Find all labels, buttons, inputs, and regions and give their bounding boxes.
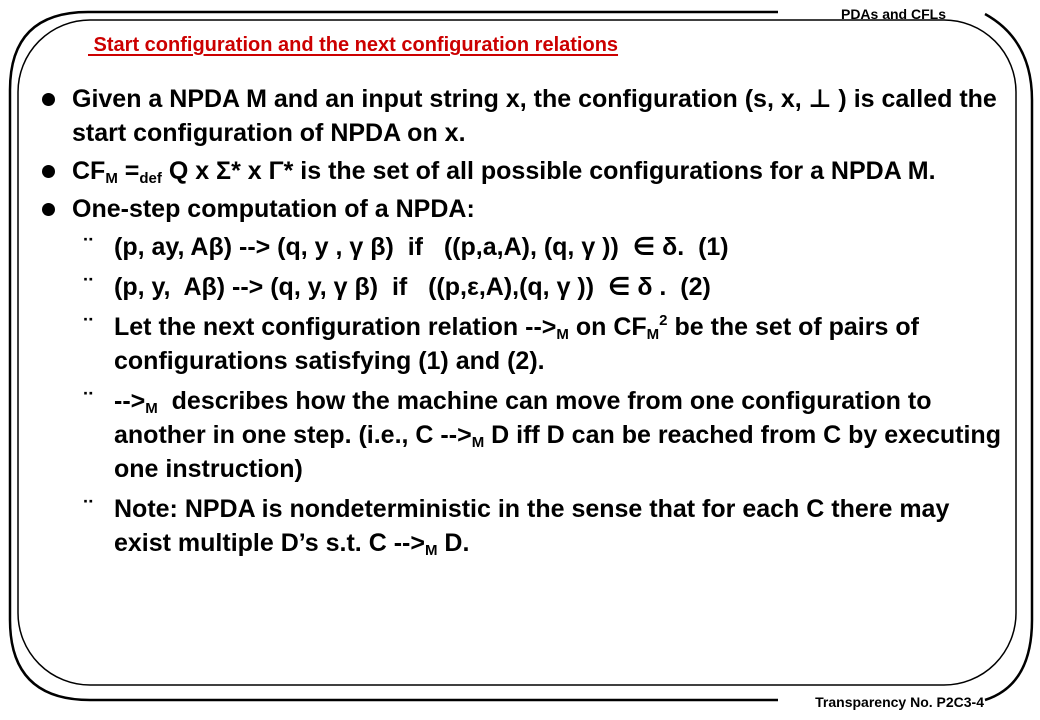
bullet-one-step bbox=[42, 192, 1002, 226]
description-text: describes how the machine can move from one configuration to another in one step. (i.e., C --> bbox=[114, 387, 939, 449]
bullet-cf-definition bbox=[42, 154, 1002, 188]
slide-content bbox=[42, 82, 1002, 566]
description-subscript: M bbox=[471, 434, 485, 451]
cf-equals: = bbox=[117, 157, 140, 185]
cf-text: CF bbox=[72, 157, 106, 185]
bullet-start-config bbox=[42, 82, 1002, 150]
sub-bullet-rule-1 bbox=[42, 230, 1002, 264]
sub-bullet-marker: ¨ bbox=[84, 495, 93, 523]
description-text: D iff D can be reached from C by executing one instruction) bbox=[114, 421, 1001, 483]
relation-text: Let the next configuration relation --> bbox=[114, 313, 557, 341]
bullet-text: One-step computation of a NPDA: bbox=[72, 195, 475, 223]
sub-bullet-rule-2 bbox=[42, 270, 1002, 304]
bullet-text: Given a NPDA M and an input string x, the configuration (s, x, ⊥ ) is called the start configuration of NPDA on x. bbox=[72, 85, 997, 147]
note-text: D. bbox=[437, 529, 470, 557]
description-subscript: M bbox=[145, 400, 158, 417]
sub-bullet-note bbox=[42, 492, 1002, 560]
footer-transparency: Transparency No. P2C3-4 bbox=[815, 694, 984, 710]
bullet-dot bbox=[42, 93, 55, 106]
cf-superscript: 2 bbox=[659, 312, 668, 329]
sub-bullet-description bbox=[42, 384, 1002, 486]
sub-bullet-marker: ¨ bbox=[84, 273, 93, 301]
description-text: --> bbox=[114, 387, 146, 415]
bullet-dot bbox=[42, 165, 55, 178]
rule-2-text: (p, y, Aβ) --> (q, y, γ β) if ((p,ε,A),(q, γ )) ∈ δ . (2) bbox=[114, 273, 711, 301]
relation-text: on CF bbox=[568, 313, 647, 341]
sub-bullet-relation bbox=[42, 310, 1002, 378]
header-topic: PDAs and CFLs bbox=[840, 6, 946, 22]
sub-bullet-marker: ¨ bbox=[84, 387, 93, 415]
sub-bullet-marker: ¨ bbox=[84, 313, 93, 341]
cf-definition-text: Q x Σ* x Γ* is the set of all possible configurations for a NPDA M. bbox=[161, 157, 936, 185]
cf-subscript: M bbox=[646, 326, 660, 343]
rule-1-text: (p, ay, Aβ) --> (q, y , γ β) if ((p,a,A), (q, γ )) ∈ δ. (1) bbox=[114, 233, 729, 261]
relation-text: be the set of pairs of configurations satisfying (1) and (2). bbox=[114, 313, 919, 375]
bullet-dot bbox=[42, 203, 55, 216]
cf-subscript: M bbox=[105, 170, 118, 187]
note-text: Note: NPDA is nondeterministic in the sense that for each C there may exist multiple D’s s.t. C --> bbox=[114, 495, 950, 557]
def-subscript: def bbox=[139, 170, 162, 187]
slide-title: Start configuration and the next configuration relations bbox=[88, 34, 619, 56]
sub-bullet-marker: ¨ bbox=[84, 233, 93, 261]
note-subscript: M bbox=[424, 542, 438, 559]
relation-subscript: M bbox=[556, 326, 569, 343]
